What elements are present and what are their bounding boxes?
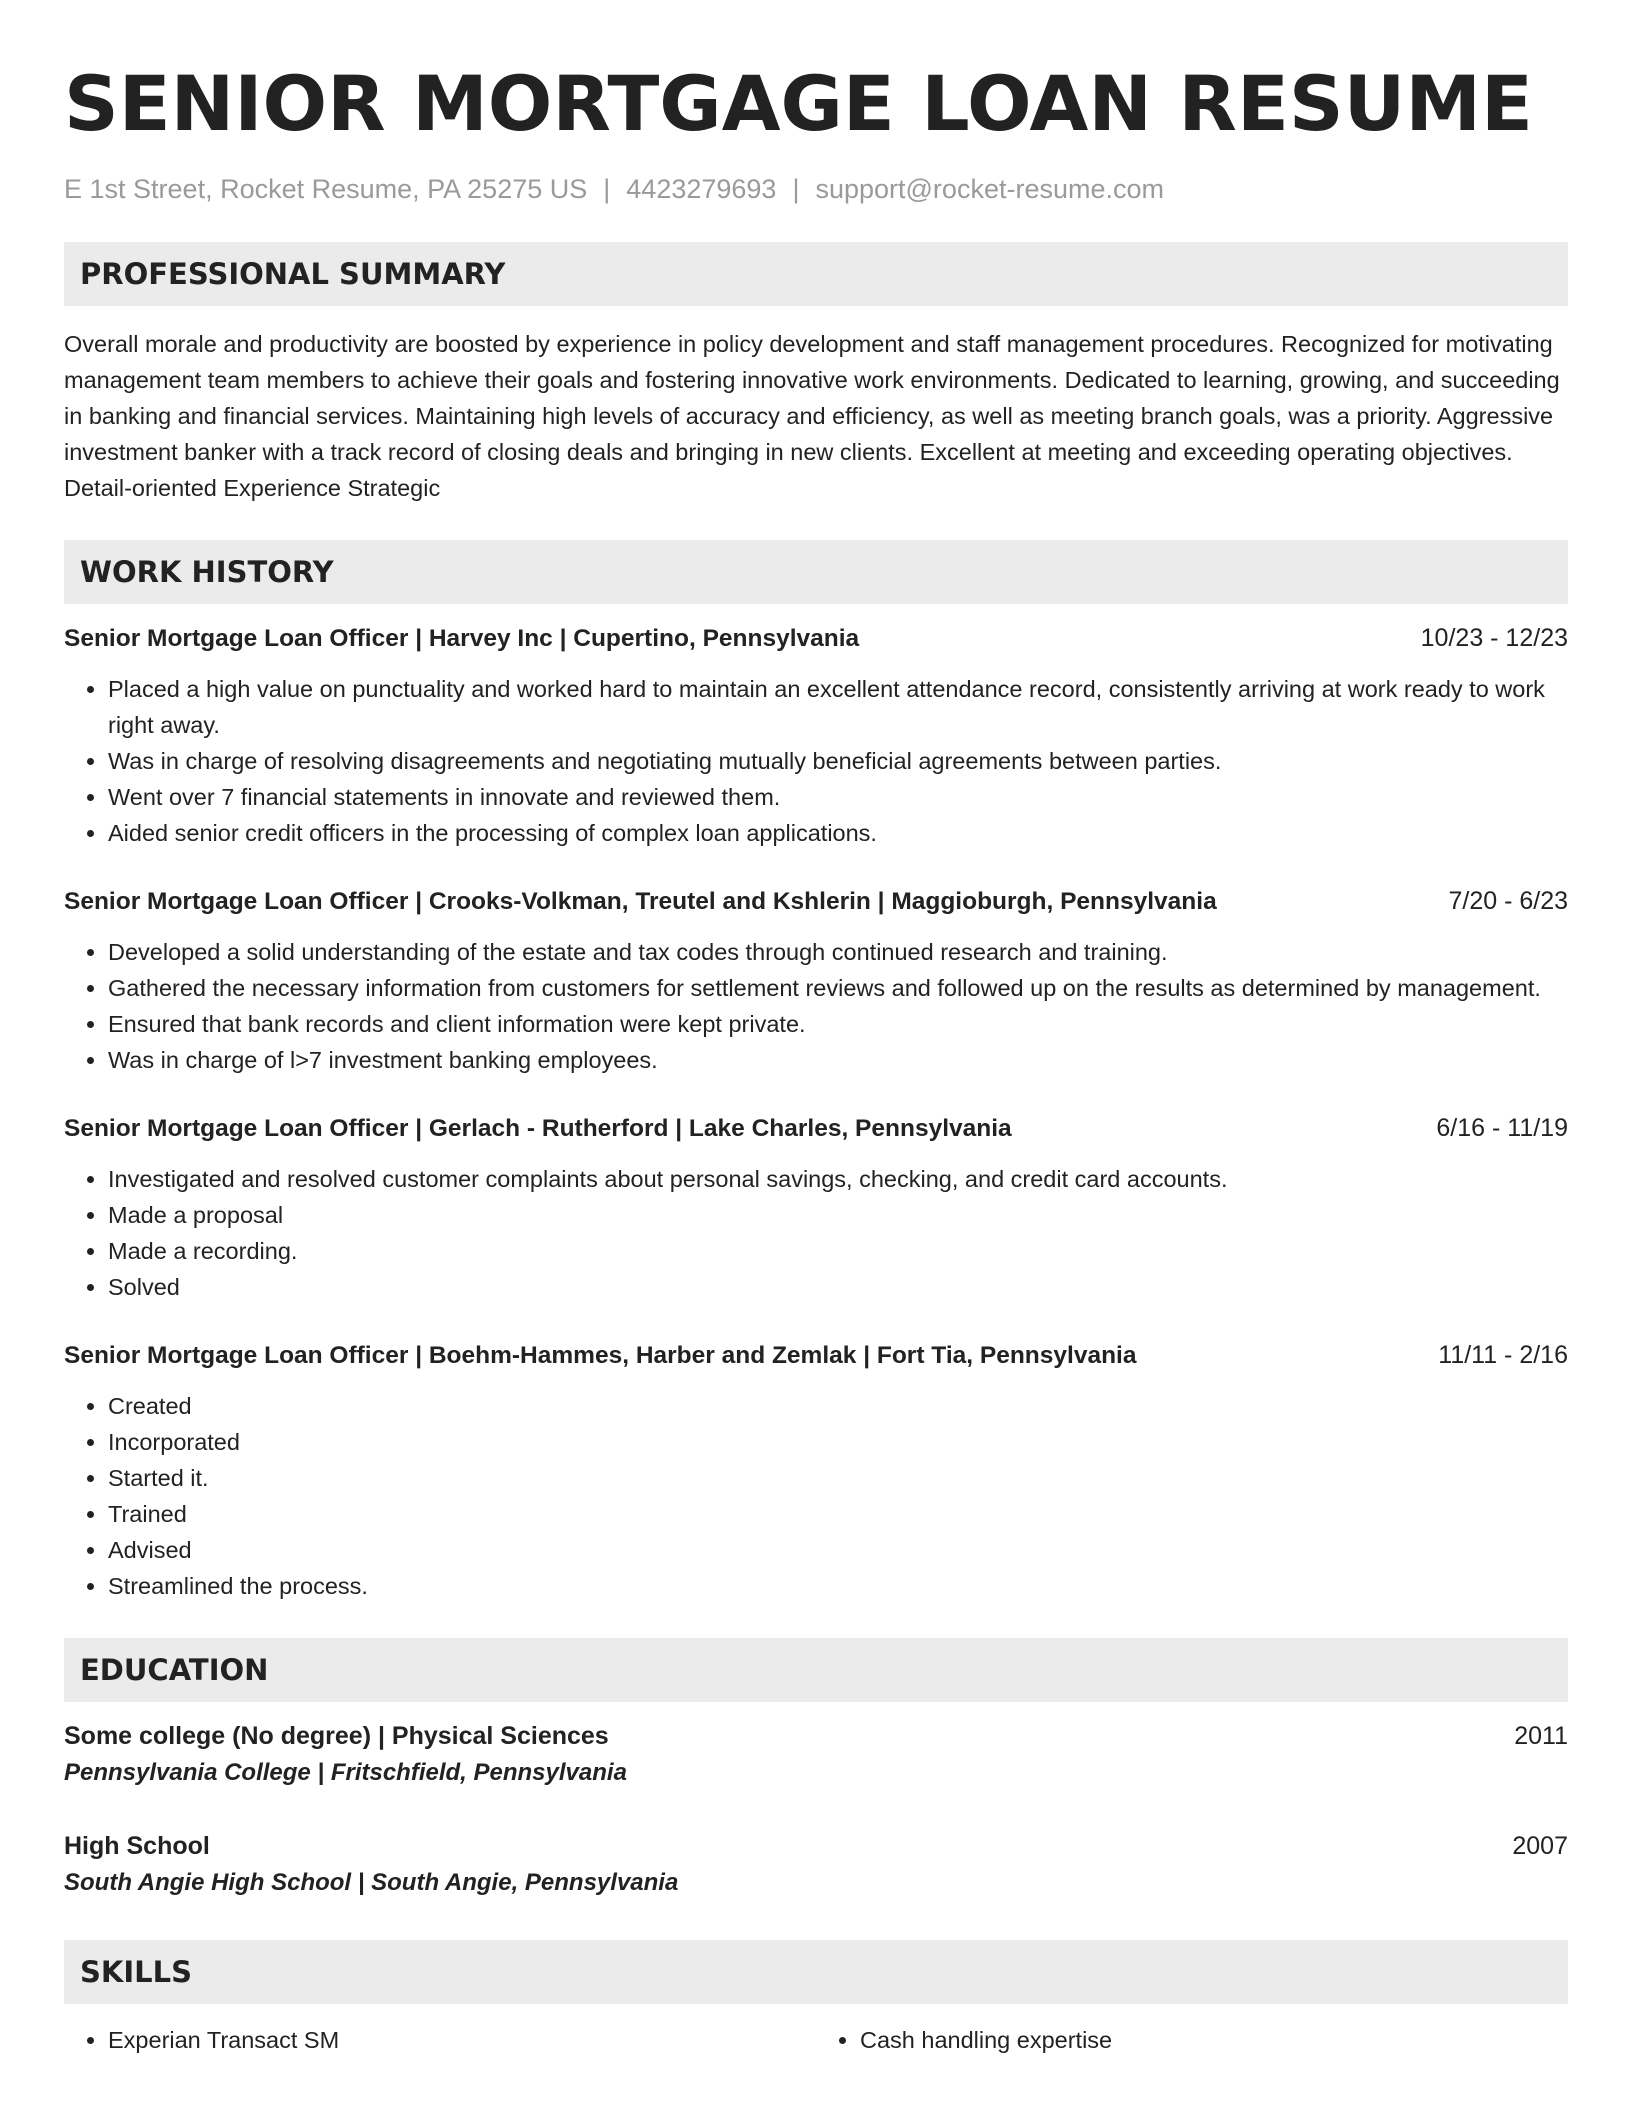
job-header [64, 1337, 1568, 1374]
section-heading-summary: PROFESSIONAL SUMMARY [64, 242, 1568, 306]
job-header [64, 1110, 1568, 1147]
education-degree: High School [64, 1832, 210, 1860]
education-year: 2007 [1512, 1832, 1568, 1860]
job-bullets [64, 934, 1568, 1078]
education-entry [64, 1718, 1568, 1792]
list-item: • Made a recording. [108, 1233, 1568, 1269]
skills-column-left [64, 2022, 816, 2058]
job-header [64, 883, 1568, 920]
contact-separator: | [792, 174, 800, 204]
job-title: Senior Mortgage Loan Officer | Boehm-Hammes, Harber and Zemlak | Fort Tia, Pennsylvania [64, 1342, 1137, 1369]
education-degree: Some college (No degree) | Physical Sciences [64, 1722, 609, 1750]
education-header [64, 1828, 1568, 1864]
contact-email: support@rocket-resume.com [815, 174, 1164, 204]
job-entry [64, 1337, 1568, 1604]
job-entry [64, 1110, 1568, 1305]
list-item: • Made a proposal [108, 1197, 1568, 1233]
list-item: • Investigated and resolved customer complaints about personal savings, checking, and credit card accounts. [108, 1161, 1568, 1197]
list-item: • Was in charge of l>7 investment banking employees. [108, 1042, 1568, 1078]
job-title: Senior Mortgage Loan Officer | Crooks-Volkman, Treutel and Kshlerin | Maggioburgh, Pennsylvania [64, 888, 1217, 915]
list-item: • Developed a solid understanding of the estate and tax codes through continued research and training. [108, 934, 1568, 970]
job-header [64, 620, 1568, 657]
education-entry [64, 1828, 1568, 1902]
education-school: Pennsylvania College | Fritschfield, Pennsylvania [64, 1759, 627, 1786]
section-heading-skills: SKILLS [64, 1940, 1568, 2004]
job-dates: 7/20 - 6/23 [1448, 887, 1568, 915]
list-item: • Streamlined the process. [108, 1568, 1568, 1604]
job-bullets [64, 671, 1568, 851]
list-item: • Aided senior credit officers in the processing of complex loan applications. [108, 815, 1568, 851]
job-entry [64, 883, 1568, 1078]
skills-column-right [816, 2022, 1568, 2058]
list-item: • Solved [108, 1269, 1568, 1305]
list-item: • Ensured that bank records and client information were kept private. [108, 1006, 1568, 1042]
list-item: • Trained [108, 1496, 1568, 1532]
job-entry [64, 620, 1568, 851]
job-bullets [64, 1161, 1568, 1305]
contact-address: E 1st Street, Rocket Resume, PA 25275 US [64, 174, 588, 204]
education-school: South Angie High School | South Angie, Pennsylvania [64, 1869, 679, 1896]
skill-item: • Experian Transact SM [108, 2022, 816, 2058]
skill-item: • Cash handling expertise [860, 2022, 1568, 2058]
education-header [64, 1718, 1568, 1754]
list-item: • Was in charge of resolving disagreements and negotiating mutually beneficial agreements between parties. [108, 743, 1568, 779]
job-bullets [64, 1388, 1568, 1604]
summary-text: Overall morale and productivity are boosted by experience in policy development and staff management procedures. Recognized for motivating management team members to achieve their goals and fostering innovative work environments. Dedicated to learning, growing, and succeeding in banking and financial services. Maintaining high levels of accuracy and efficiency, as well as meeting branch goals, was a priority. Aggressive investment banker with a track record of closing deals and bringing in new clients. Excellent at meeting and exceeding operating objectives. Detail-oriented Experience Strategic [64, 331, 1560, 501]
resume-title: SENIOR MORTGAGE LOAN RESUME [64, 59, 1533, 148]
section-heading-work-history: WORK HISTORY [64, 540, 1568, 604]
contact-line [64, 172, 1568, 206]
contact-separator: | [603, 174, 611, 204]
job-dates: 11/11 - 2/16 [1438, 1341, 1568, 1369]
contact-phone: 4423279693 [626, 174, 777, 204]
list-item: • Gathered the necessary information from customers for settlement reviews and followed up on the results as determined by management. [108, 970, 1568, 1006]
list-item: • Incorporated [108, 1424, 1568, 1460]
skills-list [64, 2022, 1568, 2058]
job-dates: 10/23 - 12/23 [1420, 624, 1568, 652]
job-title: Senior Mortgage Loan Officer | Gerlach - Rutherford | Lake Charles, Pennsylvania [64, 1115, 1012, 1142]
list-item: • Went over 7 financial statements in innovate and reviewed them. [108, 779, 1568, 815]
list-item: • Created [108, 1388, 1568, 1424]
education-year: 2011 [1514, 1722, 1568, 1750]
job-dates: 6/16 - 11/19 [1436, 1114, 1568, 1142]
list-item: • Started it. [108, 1460, 1568, 1496]
job-title: Senior Mortgage Loan Officer | Harvey Inc | Cupertino, Pennsylvania [64, 625, 860, 652]
list-item: • Placed a high value on punctuality and worked hard to maintain an excellent attendance record, consistently arriving at work ready to work right away. [108, 671, 1568, 743]
list-item: • Advised [108, 1532, 1568, 1568]
section-heading-education: EDUCATION [64, 1638, 1568, 1702]
